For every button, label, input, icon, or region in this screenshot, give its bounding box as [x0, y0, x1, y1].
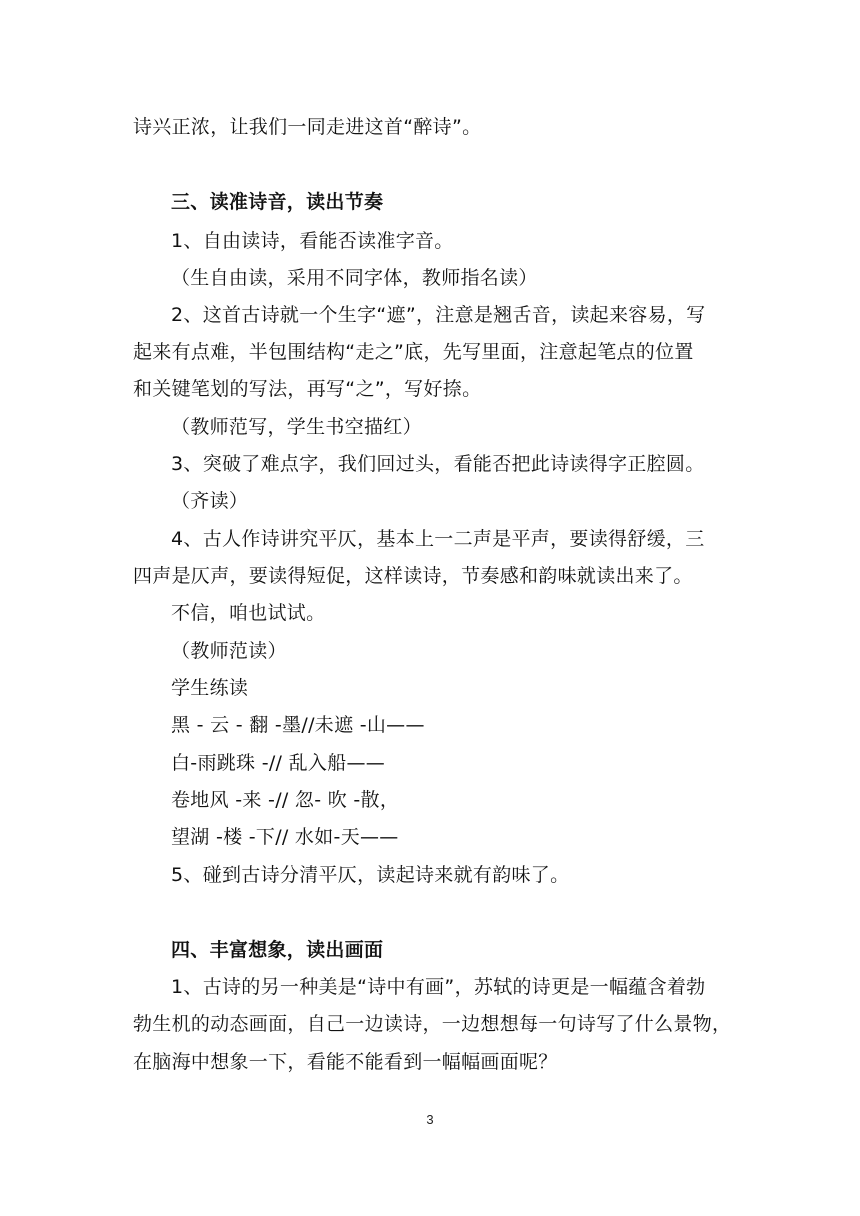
text-line: 5、碰到古诗分清平仄，读起诗来就有韵味了。 [171, 864, 570, 886]
section-heading: 四、丰富想象，读出画面 [171, 939, 384, 961]
text-line: 勃生机的动态画面，自己一边读诗，一边想想每一句诗写了什么景物， [133, 1013, 732, 1035]
poem-line: 望湖 -楼 -下// 水如-天—— [171, 826, 399, 848]
text-line: （生自由读，采用不同字体，教师指名读） [171, 267, 538, 289]
text-line: 和关键笔划的写法，再写“之”，写好捺。 [133, 378, 482, 400]
text-line: 1、古诗的另一种美是“诗中有画”，苏轼的诗更是一幅蕴含着勃 [171, 976, 706, 998]
text-line: （教师范读） [171, 640, 287, 662]
text-line: （教师范写，学生书空描红） [171, 416, 422, 438]
text-line: 诗兴正浓，让我们一同走进这首“醉诗”。 [133, 116, 482, 138]
poem-line: 白-雨跳珠 -// 乱入船—— [171, 752, 386, 774]
section-heading: 三、读准诗音，读出节奏 [171, 191, 384, 213]
text-line: 1、自由读诗，看能否读准字音。 [171, 230, 454, 252]
text-line: （齐读） [171, 490, 249, 512]
text-line: 在脑海中想象一下，看能不能看到一幅幅画面呢？ [133, 1051, 558, 1073]
text-line: 3、突破了难点字，我们回过头，看能否把此诗读得字正腔圆。 [171, 453, 705, 475]
poem-line: 卷地风 -来 -// 忽- 吹 -散， [171, 789, 400, 811]
text-line: 起来有点难，半包围结构“走之”底，先写里面，注意起笔点的位置 [133, 341, 694, 363]
text-line: 学生练读 [171, 677, 249, 699]
text-line: 不信，咱也试试。 [171, 602, 326, 624]
page-number: 3 [426, 1112, 434, 1127]
text-line: 4、古人作诗讲究平仄，基本上一二声是平声，要读得舒缓，三 [171, 528, 705, 550]
text-line: 四声是仄声，要读得短促，这样读诗，节奏感和韵味就读出来了。 [133, 565, 693, 587]
poem-line: 黑 - 云 - 翻 -墨//未遮 -山—— [171, 714, 425, 736]
text-line: 2、这首古诗就一个生字“遮”，注意是翘舌音，读起来容易，写 [171, 304, 706, 326]
